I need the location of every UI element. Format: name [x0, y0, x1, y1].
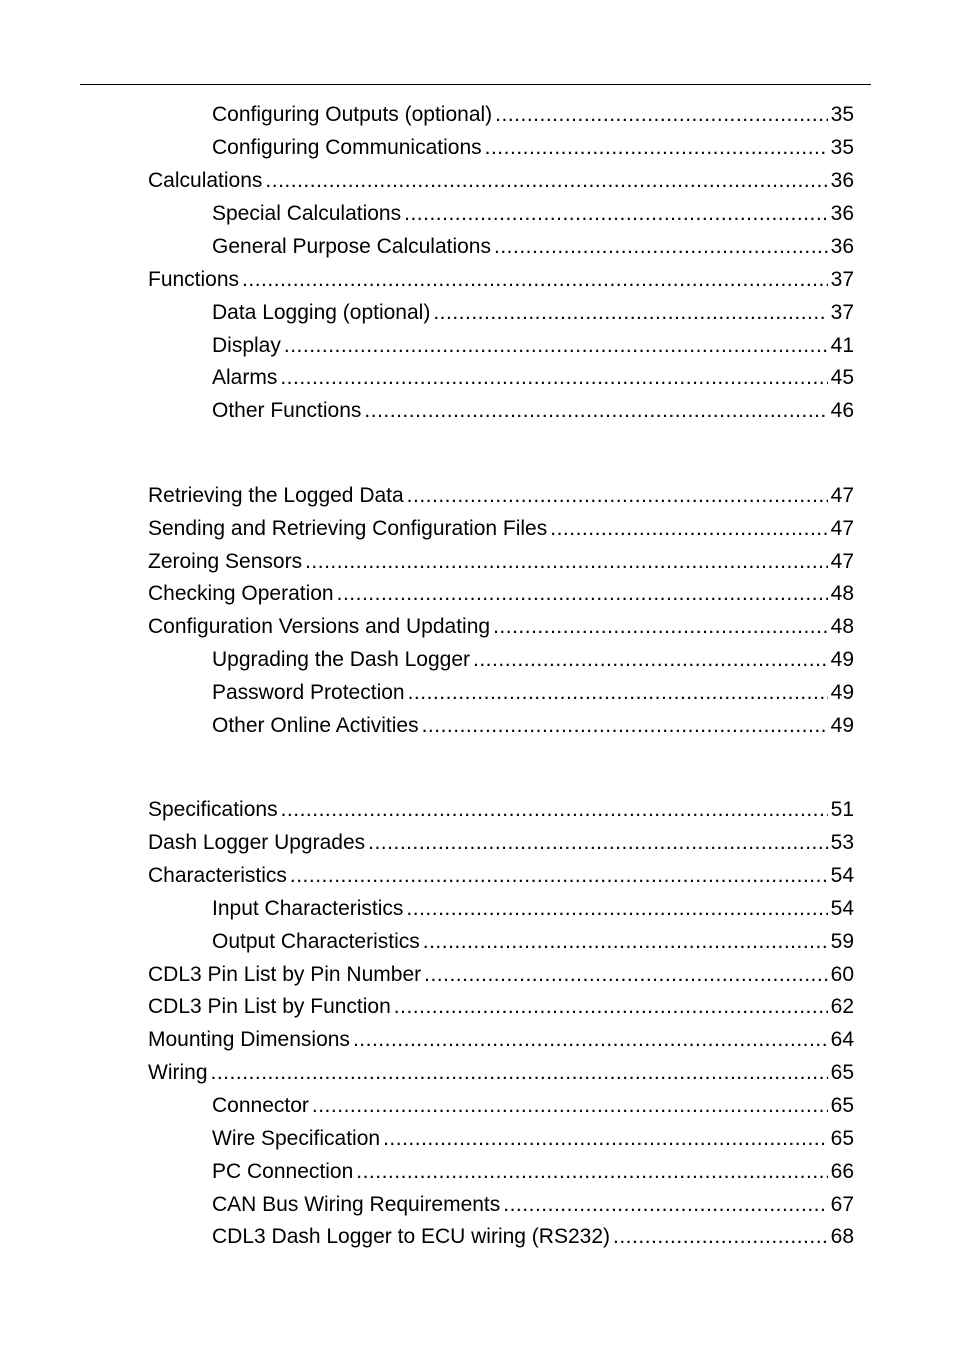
toc-entry-page: 49	[830, 714, 854, 737]
dot-leader	[211, 1060, 828, 1086]
toc-entry-title: Wire Specification	[212, 1127, 381, 1150]
toc-entry-title: Functions	[148, 268, 240, 291]
toc-entry-other-functions[interactable]	[212, 398, 854, 424]
toc-entry-page: 45	[830, 366, 854, 389]
toc-entry-configuration-versions[interactable]	[148, 614, 854, 640]
toc-entry-page: 59	[830, 930, 854, 953]
toc-entry-other-online-activities[interactable]	[212, 713, 854, 739]
dot-leader	[406, 896, 827, 922]
dot-leader	[290, 863, 828, 889]
toc-entry-title: Retrieving the Logged Data	[148, 484, 404, 507]
dot-leader	[423, 929, 828, 955]
toc-entry-title: Password Protection	[212, 681, 405, 704]
toc-entry-title: Output Characteristics	[212, 930, 420, 953]
dot-leader	[613, 1224, 828, 1250]
toc-entry-title: Dash Logger Upgrades	[148, 831, 366, 854]
dot-leader	[422, 713, 828, 739]
dot-leader	[368, 830, 828, 856]
toc-entry-title: Configuration Versions and Updating	[148, 615, 491, 638]
toc-entry-title: Other Online Activities	[212, 714, 419, 737]
toc-entry-wire-specification[interactable]	[212, 1126, 854, 1152]
toc-entry-title: CDL3 Pin List by Function	[148, 995, 391, 1018]
toc-entry-title: Specifications	[148, 798, 278, 821]
toc-entry-page: 36	[830, 235, 854, 258]
toc-entry-title: Sending and Retrieving Configuration Files	[148, 517, 548, 540]
toc-entry-functions[interactable]	[148, 267, 854, 293]
toc-entry-title: Input Characteristics	[212, 897, 404, 920]
toc-entry-configuring-outputs[interactable]	[212, 102, 854, 128]
toc-entry-title: Mounting Dimensions	[148, 1028, 350, 1051]
toc-entry-page: 36	[830, 169, 854, 192]
toc-entry-characteristics[interactable]	[148, 863, 854, 889]
toc-entry-page: 37	[830, 268, 854, 291]
toc-entry-page: 47	[830, 517, 854, 540]
toc-entry-page: 68	[830, 1225, 854, 1248]
toc-entry-special-calculations[interactable]	[212, 201, 854, 227]
dot-leader	[280, 365, 827, 391]
dot-leader	[364, 398, 827, 424]
toc-entry-can-bus-wiring[interactable]	[212, 1192, 854, 1218]
dot-leader	[424, 962, 828, 988]
toc-entry-page: 64	[830, 1028, 854, 1051]
toc-entry-title: Configuring Communications	[212, 136, 482, 159]
dot-leader	[493, 614, 828, 640]
toc-entry-specifications[interactable]	[148, 797, 854, 823]
dot-leader	[408, 680, 828, 706]
toc-entry-title: CDL3 Pin List by Pin Number	[148, 963, 422, 986]
dot-leader	[550, 516, 827, 542]
toc-entry-configuring-communications[interactable]	[212, 135, 854, 161]
dot-leader	[383, 1126, 828, 1152]
toc-entry-retrieving-logged-data[interactable]	[148, 483, 854, 509]
toc-entry-page: 62	[830, 995, 854, 1018]
toc-entry-ecu-wiring-rs232[interactable]	[212, 1224, 854, 1250]
toc-entry-pin-list-by-number[interactable]	[148, 962, 854, 988]
toc-entry-output-characteristics[interactable]	[212, 929, 854, 955]
dot-leader	[485, 135, 828, 161]
dot-leader	[495, 102, 827, 128]
toc-entry-title: PC Connection	[212, 1160, 354, 1183]
toc-entry-input-characteristics[interactable]	[212, 896, 854, 922]
toc-entry-page: 65	[830, 1127, 854, 1150]
dot-leader	[312, 1093, 828, 1119]
toc-entry-title: Display	[212, 334, 281, 357]
toc-entry-page: 47	[830, 550, 854, 573]
dot-leader	[353, 1027, 828, 1053]
toc-entry-connector[interactable]	[212, 1093, 854, 1119]
toc-entry-checking-operation[interactable]	[148, 581, 854, 607]
toc-entry-page: 60	[830, 963, 854, 986]
toc-entry-page: 36	[830, 202, 854, 225]
toc-entry-page: 65	[830, 1094, 854, 1117]
toc-entry-mounting-dimensions[interactable]	[148, 1027, 854, 1053]
toc-entry-pin-list-by-function[interactable]	[148, 994, 854, 1020]
toc-entry-password-protection[interactable]	[212, 680, 854, 706]
dot-leader	[281, 797, 828, 823]
toc-entry-title: CAN Bus Wiring Requirements	[212, 1193, 501, 1216]
dot-leader	[404, 201, 828, 227]
dot-leader	[337, 581, 828, 607]
dot-leader	[473, 647, 828, 673]
toc-entry-title: Wiring	[148, 1061, 208, 1084]
toc-entry-title: Data Logging (optional)	[212, 301, 431, 324]
dot-leader	[503, 1192, 827, 1218]
toc-entry-page: 41	[830, 334, 854, 357]
dot-leader	[305, 549, 828, 575]
toc-entry-page: 49	[830, 648, 854, 671]
dot-leader	[356, 1159, 827, 1185]
toc-entry-zeroing-sensors[interactable]	[148, 549, 854, 575]
toc-entry-title: Calculations	[148, 169, 263, 192]
toc-entry-data-logging[interactable]	[212, 300, 854, 326]
toc-entry-title: Upgrading the Dash Logger	[212, 648, 471, 671]
toc-entry-page: 49	[830, 681, 854, 704]
dot-leader	[433, 300, 827, 326]
toc-entry-sending-retrieving-config[interactable]	[148, 516, 854, 542]
toc-entry-pc-connection[interactable]	[212, 1159, 854, 1185]
toc-entry-title: Special Calculations	[212, 202, 402, 225]
dot-leader	[265, 168, 827, 194]
toc-entry-page: 47	[830, 484, 854, 507]
toc-entry-page: 66	[830, 1160, 854, 1183]
dot-leader	[407, 483, 828, 509]
toc-entry-page: 67	[830, 1193, 854, 1216]
toc-entry-page: 54	[830, 864, 854, 887]
toc-entry-page: 46	[830, 399, 854, 422]
toc-entry-page: 35	[830, 103, 854, 126]
toc-entry-dash-logger-upgrades[interactable]	[148, 830, 854, 856]
toc-entry-page: 65	[830, 1061, 854, 1084]
toc-entry-page: 51	[830, 798, 854, 821]
toc-entry-title: General Purpose Calculations	[212, 235, 491, 258]
toc-entry-page: 54	[830, 897, 854, 920]
toc-entry-title: Characteristics	[148, 864, 287, 887]
toc-entry-title: Other Functions	[212, 399, 362, 422]
toc-entry-page: 48	[830, 615, 854, 638]
toc-entry-title: Connector	[212, 1094, 309, 1117]
dot-leader	[284, 333, 828, 359]
toc-entry-title: Configuring Outputs (optional)	[212, 103, 493, 126]
toc-entry-title: Checking Operation	[148, 582, 334, 605]
toc-entry-general-purpose-calculations[interactable]	[212, 234, 854, 260]
toc-entry-title: Zeroing Sensors	[148, 550, 303, 573]
dot-leader	[494, 234, 828, 260]
toc-entry-title: Alarms	[212, 366, 278, 389]
toc-entry-wiring[interactable]	[148, 1060, 854, 1086]
dot-leader	[242, 267, 828, 293]
dot-leader	[394, 994, 828, 1020]
toc-entry-calculations[interactable]	[148, 168, 854, 194]
toc-entry-title: CDL3 Dash Logger to ECU wiring (RS232)	[212, 1225, 611, 1248]
toc-entry-alarms[interactable]	[212, 365, 854, 391]
toc-entry-upgrading-dash-logger[interactable]	[212, 647, 854, 673]
toc-entry-page: 48	[830, 582, 854, 605]
toc-entry-page: 53	[830, 831, 854, 854]
header-rule	[80, 84, 871, 85]
toc-entry-page: 35	[830, 136, 854, 159]
toc-entry-display[interactable]	[212, 333, 854, 359]
toc-entry-page: 37	[830, 301, 854, 324]
